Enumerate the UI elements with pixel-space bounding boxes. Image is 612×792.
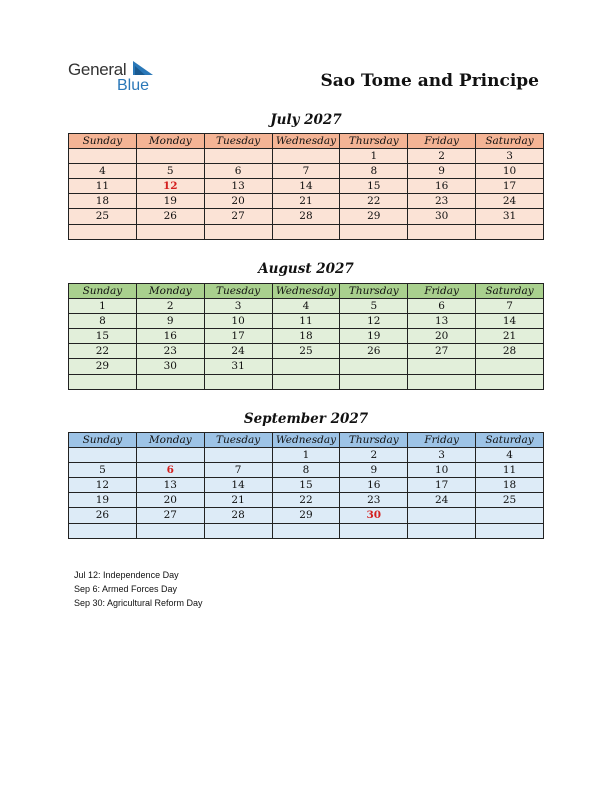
day-cell: 7 (476, 299, 544, 314)
week-row (69, 508, 544, 523)
empty-cell (204, 523, 272, 538)
weekday-label: Tuesday (204, 134, 272, 149)
empty-cell (476, 359, 544, 374)
day-cell: 20 (136, 493, 204, 508)
empty-cell (272, 149, 340, 164)
calendar-body (69, 299, 544, 390)
empty-cell (136, 448, 204, 463)
empty-cell (136, 374, 204, 389)
weekday-header (69, 284, 544, 299)
empty-cell (272, 224, 340, 239)
week-row (69, 224, 544, 239)
day-cell: 12 (340, 314, 408, 329)
empty-cell (340, 523, 408, 538)
holiday-day-cell: 12 (136, 179, 204, 194)
day-cell: 7 (204, 463, 272, 478)
holiday-note: Sep 30: Agricultural Reform Day (74, 598, 203, 608)
day-cell: 19 (340, 329, 408, 344)
empty-cell (476, 224, 544, 239)
day-cell: 23 (408, 194, 476, 209)
day-cell: 29 (69, 359, 137, 374)
day-cell: 17 (204, 329, 272, 344)
empty-cell (340, 224, 408, 239)
day-cell: 25 (476, 493, 544, 508)
weekday-header (69, 134, 544, 149)
day-cell: 5 (69, 463, 137, 478)
week-row (69, 493, 544, 508)
week-row (69, 314, 544, 329)
day-cell: 11 (272, 314, 340, 329)
weekday-label: Wednesday (272, 284, 340, 299)
weekday-label: Tuesday (204, 433, 272, 448)
week-row (69, 299, 544, 314)
day-cell: 31 (476, 209, 544, 224)
day-cell: 10 (408, 463, 476, 478)
weekday-label: Saturday (476, 134, 544, 149)
day-cell: 20 (204, 194, 272, 209)
empty-cell (69, 523, 137, 538)
day-cell: 11 (69, 179, 137, 194)
day-cell: 28 (204, 508, 272, 523)
day-cell: 29 (272, 508, 340, 523)
day-cell: 19 (136, 194, 204, 209)
empty-cell (408, 523, 476, 538)
day-cell: 3 (204, 299, 272, 314)
weekday-label: Saturday (476, 284, 544, 299)
day-cell: 11 (476, 463, 544, 478)
day-cell: 26 (136, 209, 204, 224)
weekday-label: Friday (408, 134, 476, 149)
day-cell: 21 (204, 493, 272, 508)
day-cell: 19 (69, 493, 137, 508)
day-cell: 3 (408, 448, 476, 463)
day-cell: 30 (136, 359, 204, 374)
day-cell: 21 (272, 194, 340, 209)
day-cell: 5 (340, 299, 408, 314)
empty-cell (69, 374, 137, 389)
day-cell: 1 (69, 299, 137, 314)
day-cell: 4 (476, 448, 544, 463)
week-row (69, 164, 544, 179)
day-cell: 18 (476, 478, 544, 493)
day-cell: 8 (272, 463, 340, 478)
day-cell: 27 (204, 209, 272, 224)
empty-cell (408, 508, 476, 523)
day-cell: 8 (69, 314, 137, 329)
day-cell: 9 (340, 463, 408, 478)
day-cell: 2 (340, 448, 408, 463)
week-row (69, 448, 544, 463)
day-cell: 2 (408, 149, 476, 164)
day-cell: 18 (69, 194, 137, 209)
day-cell: 12 (69, 478, 137, 493)
week-row (69, 329, 544, 344)
country-title: Sao Tome and Principe (320, 71, 539, 91)
day-cell: 24 (408, 493, 476, 508)
day-cell: 26 (69, 508, 137, 523)
empty-cell (272, 359, 340, 374)
day-cell: 10 (476, 164, 544, 179)
weekday-label: Wednesday (272, 134, 340, 149)
weekday-label: Sunday (69, 134, 137, 149)
weekday-label: Wednesday (272, 433, 340, 448)
day-cell: 15 (272, 478, 340, 493)
month-title-august: August 2027 (258, 261, 354, 277)
day-cell: 17 (408, 478, 476, 493)
week-row (69, 149, 544, 164)
weekday-label: Friday (408, 433, 476, 448)
logo-text-general: General (68, 60, 127, 79)
empty-cell (136, 149, 204, 164)
empty-cell (340, 374, 408, 389)
empty-cell (136, 224, 204, 239)
day-cell: 5 (136, 164, 204, 179)
empty-cell (136, 523, 204, 538)
day-cell: 9 (136, 314, 204, 329)
weekday-label: Monday (136, 134, 204, 149)
day-cell: 27 (408, 344, 476, 359)
holiday-note: Jul 12: Independence Day (74, 570, 179, 580)
day-cell: 10 (204, 314, 272, 329)
day-cell: 8 (340, 164, 408, 179)
weekday-label: Sunday (69, 284, 137, 299)
logo-text-blue: Blue (117, 77, 150, 94)
empty-cell (408, 359, 476, 374)
day-cell: 29 (340, 209, 408, 224)
weekday-label: Sunday (69, 433, 137, 448)
empty-cell (69, 149, 137, 164)
calendar-july (68, 133, 544, 240)
day-cell: 6 (204, 164, 272, 179)
day-cell: 15 (340, 179, 408, 194)
day-cell: 22 (69, 344, 137, 359)
day-cell: 13 (136, 478, 204, 493)
weekday-label: Thursday (340, 433, 408, 448)
weekday-label: Thursday (340, 284, 408, 299)
day-cell: 16 (340, 478, 408, 493)
day-cell: 26 (340, 344, 408, 359)
calendar-august (68, 283, 544, 390)
week-row (69, 179, 544, 194)
day-cell: 13 (204, 179, 272, 194)
week-row (69, 344, 544, 359)
day-cell: 17 (476, 179, 544, 194)
day-cell: 1 (272, 448, 340, 463)
day-cell: 16 (136, 329, 204, 344)
week-row (69, 523, 544, 538)
weekday-label: Monday (136, 433, 204, 448)
day-cell: 15 (69, 329, 137, 344)
day-cell: 25 (272, 344, 340, 359)
empty-cell (69, 448, 137, 463)
day-cell: 23 (136, 344, 204, 359)
day-cell: 22 (340, 194, 408, 209)
week-row (69, 194, 544, 209)
day-cell: 28 (272, 209, 340, 224)
day-cell: 14 (476, 314, 544, 329)
day-cell: 24 (204, 344, 272, 359)
weekday-header (69, 433, 544, 448)
day-cell: 22 (272, 493, 340, 508)
empty-cell (408, 224, 476, 239)
empty-cell (204, 374, 272, 389)
holiday-day-cell: 30 (340, 508, 408, 523)
day-cell: 6 (408, 299, 476, 314)
weekday-label: Thursday (340, 134, 408, 149)
empty-cell (408, 374, 476, 389)
day-cell: 4 (69, 164, 137, 179)
day-cell: 24 (476, 194, 544, 209)
day-cell: 1 (340, 149, 408, 164)
day-cell: 28 (476, 344, 544, 359)
day-cell: 23 (340, 493, 408, 508)
week-row (69, 359, 544, 374)
day-cell: 3 (476, 149, 544, 164)
day-cell: 13 (408, 314, 476, 329)
weekday-label: Monday (136, 284, 204, 299)
day-cell: 2 (136, 299, 204, 314)
day-cell: 31 (204, 359, 272, 374)
week-row (69, 374, 544, 389)
holiday-note: Sep 6: Armed Forces Day (74, 584, 178, 594)
holiday-notes (74, 568, 203, 610)
day-cell: 9 (408, 164, 476, 179)
day-cell: 30 (408, 209, 476, 224)
weekday-label: Saturday (476, 433, 544, 448)
empty-cell (69, 224, 137, 239)
empty-cell (340, 359, 408, 374)
day-cell: 21 (476, 329, 544, 344)
empty-cell (204, 448, 272, 463)
empty-cell (476, 374, 544, 389)
logo-triangle-icon (133, 61, 153, 75)
generalblue-logo (68, 60, 168, 96)
day-cell: 20 (408, 329, 476, 344)
day-cell: 14 (272, 179, 340, 194)
day-cell: 16 (408, 179, 476, 194)
day-cell: 18 (272, 329, 340, 344)
empty-cell (272, 374, 340, 389)
calendar-body (69, 149, 544, 240)
day-cell: 4 (272, 299, 340, 314)
week-row (69, 478, 544, 493)
holiday-day-cell: 6 (136, 463, 204, 478)
empty-cell (204, 149, 272, 164)
day-cell: 7 (272, 164, 340, 179)
calendar-body (69, 448, 544, 539)
empty-cell (476, 508, 544, 523)
weekday-label: Friday (408, 284, 476, 299)
empty-cell (272, 523, 340, 538)
empty-cell (476, 523, 544, 538)
month-title-september: September 2027 (243, 411, 369, 427)
day-cell: 27 (136, 508, 204, 523)
calendar-september (68, 432, 544, 539)
day-cell: 14 (204, 478, 272, 493)
week-row (69, 463, 544, 478)
day-cell: 25 (69, 209, 137, 224)
empty-cell (204, 224, 272, 239)
weekday-label: Tuesday (204, 284, 272, 299)
week-row (69, 209, 544, 224)
month-title-july: July 2027 (270, 112, 342, 128)
